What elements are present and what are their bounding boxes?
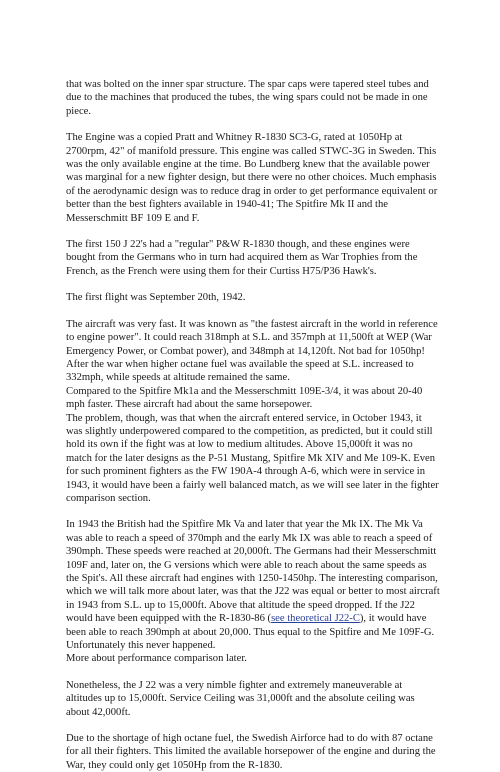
- paragraph-maneuverability: Nonetheless, the J 22 was a very nimble fighter and extremely maneuverable at altitudes up to 15,000ft. Service Ceiling was 31,000ft and the absolute ceiling was about 42,000ft.: [66, 679, 415, 718]
- paragraph-wing-spars: that was bolted on the inner spar structure. The spar caps were tapered steel tubes and due to the machines that produced the tubes, the wing spars could not be made in one piece.: [66, 79, 429, 117]
- text-1943-part1: In 1943 the British had the Spitfire Mk Va and later that year the Mk IX. The Mk Va was able to reach a speed of 370mph and the early Mk IX was able to reach a speed of 390mph. These speeds were reached at 20,000ft. The Germans had their Messerschmitt 109F and, later on, the G versions which were able to reach about the same speeds as the Spit's. All these aircraft had engines with 1250-1450hp. The interesting comparison, which we will talk more about later, was that the J22 was equal or better to most aircraft in 1943 from S.L. up to 15,000ft. Above that altitude the speed dropped. If the J22 would have been equipped with the R-1830-86 (: [66, 519, 440, 625]
- paragraph-more-later: More about performance comparison later.: [66, 653, 247, 665]
- paragraph-1943-competition: [66, 518, 440, 652]
- paragraph-underpowered: The problem, though, was that when the aircraft entered service, in October 1943, it was slightly underpowered compared to the competition, as predicted, but it could still hold its own if the fight was at low to medium altitudes. Above 15,000ft it was no match for the later designs as the P-51 Mustang, Spitfire Mk XIV and Me 109-K. Even for such prominent fighters as the FW 190A-4 through A-6, which were in service in 1943, it would have been a fairly well balanced match, as we will see later in the fighter comparison section.: [66, 412, 439, 504]
- paragraph-engine: The Engine was a copied Pratt and Whitney R-1830 SC3-G, rated at 1050Hp at 2700rpm, 42" of manifold pressure. This engine was called STWC-3G in Sweden. This was the only available engine at the time. Bo Lundberg knew that the available power was marginal for a new fighter design, but there were no other choices. Much emphasis of the aerodynamic design was to reduce drag in order to get performance equivalent or better than the best fighters available in 1940-41; The Spitfire Mk II and the Messerschmitt BF 109 E and F.: [66, 132, 438, 224]
- paragraph-first-engines: The first 150 J 22's had a "regular" P&W R-1830 though, and these engines were bought from the Germans who in turn had acquired them as War Trophies from the French, as the French were using them for their Curtiss H75/P36 Hawk's.: [66, 239, 418, 277]
- paragraph-speed: The aircraft was very fast. It was known as "the fastest aircraft in the world in reference to engine power". It could reach 318mph at S.L. and 357mph at 11,500ft at WEP (War Emergency Power, or Combat power), and 348mph at 14,120ft. Not bad for 1050hp! After the war when higher octane fuel was available the speed at S.L. increased to 332mph, while speeds at altitude remained the same.: [66, 318, 438, 384]
- theoretical-j22c-link[interactable]: see theoretical J22-C: [271, 613, 360, 625]
- paragraph-first-flight: The first flight was September 20th, 1942.: [66, 292, 246, 304]
- text-1943-part2: ), it would have been able to reach 390mph at about 20,000. Thus equal to the Spitfire and Me 109F-G. Unfortunately this never happened.: [66, 613, 435, 652]
- paragraph-fuel-shortage: Due to the shortage of high octane fuel, the Swedish Airforce had to do with 87 octane for all their fighters. This limited the available horsepower of the engine and during the War, they could only get 1050Hp from the R-1830.: [66, 733, 436, 771]
- paragraph-comparison-mk1a: Compared to the Spitfire Mk1a and the Messerschmitt 109E-3/4, it was about 20-40 mph faster. These aircraft had about the same horsepower.: [66, 385, 423, 411]
